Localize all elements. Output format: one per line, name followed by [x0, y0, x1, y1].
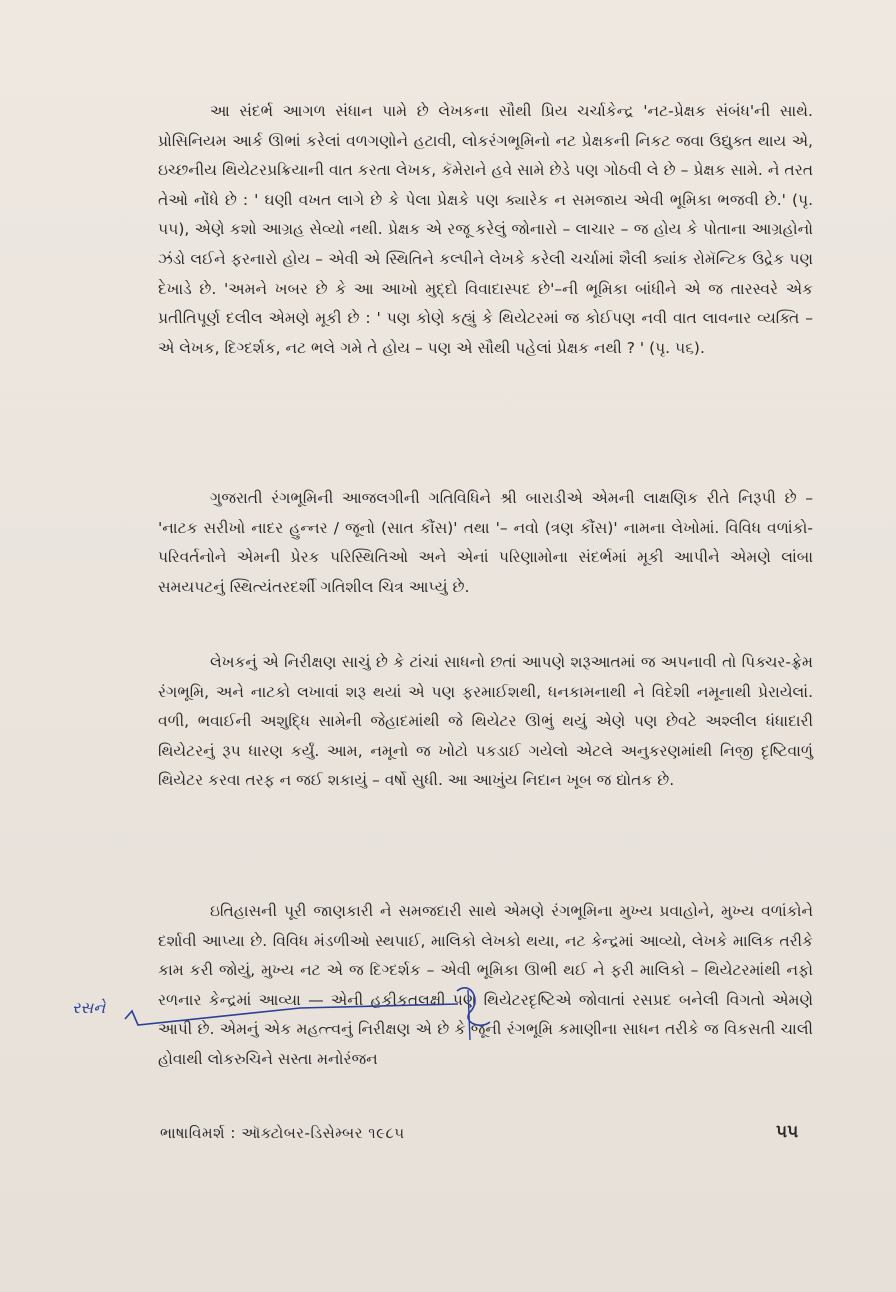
paragraph-2 [158, 484, 813, 602]
paragraph-3 [158, 648, 813, 796]
paragraph-text: લેખકનું એ નિરીક્ષણ સાચું છે કે ટાંચાં સાધનો છતાં આપણે શરૂઆતમાં જ અપનાવી તો પિક્ચર-ફ્રેમ રંગભૂમિ, અને નાટકો લખાવાં શરૂ થયાં એ પણ ફરમાઈશથી, ધનકામનાથી ને વિદેશી નમૂનાથી પ્રેરાયેલાં. વળી, ભવાઈની અશુદ્ધિ સામેની જેહાદમાંથી જે થિયેટર ઊભું થયું એણે પણ છેવટે અશ્લીલ ધંધાદારી થિયેટરનું રૂપ ધારણ કર્યું. આમ, નમૂનો જ ખોટો પકડાઈ ગયેલો એટલે અનુકરણમાંથી નિજી દૃષ્ટિવાળું થિયેટર કરવા તરફ ન જઈ શકાયું – વર્ષો સુધી. આ આખુંય નિદાન ખૂબ જ દ્યોતક છે. [158, 653, 813, 790]
paragraph-1 [158, 97, 813, 363]
page-number: ૫૫ [776, 1122, 799, 1142]
paragraph-text: આ સંદર્ભ આગળ સંધાન પામે છે લેખકના સૌથી પ્રિય ચર્ચાકેન્દ્ર 'નટ-પ્રેક્ષક સંબંધ'ની સાથે. પ્રોસિનિયમ આર્ક ઊભાં કરેલાં વળગણોને હટાવી, લોકરંગભૂમિનો નટ પ્રેક્ષકની નિકટ જવા ઉદ્યુક્ત થાય એ, ઇચ્છનીય થિયેટરપ્રક્રિયાની વાત કરતા લેખક, કૅમેરાને હવે સામે છેડે પણ ગોઠવી લે છે – પ્રેક્ષક સામે. ને તરત તેઓ નોંધે છે : ' ઘણી વખત લાગે છે કે પેલા પ્રેક્ષકે પણ ક્યારેક ન સમજાય એવી ભૂમિકા ભજવી છે.' (પૃ. ૫૫), એણે કશો આગ્રહ સેવ્યો નથી. પ્રેક્ષક એ રજૂ કરેલું જોનારો – લાચાર – જ હોય કે પોતાના આગ્રહોનો ઝંડો લઈને ફરનારો હોય – એવી એ સ્થિતિને કલ્પીને લેખકે કરેલી ચર્ચામાં શૈલી ક્યાંક રોમૅન્ટિક ઉદ્રેક પણ દેખાડે છે. 'અમને ખબર છે કે આ આખો મુદ્દો વિવાદાસ્પદ છે'–ની ભૂમિકા બાંધીને એ જ તારસ્વરે એક પ્રતીતિપૂર્ણ દલીલ એમણે મૂકી છે : ' પણ કોણે કહ્યું કે થિયેટરમાં જ કોઈપણ નવી વાત લાવનાર વ્યક્તિ – એ લેખક, દિગ્દર્શક, નટ ભલે ગમે તે હોય – પણ એ સૌથી પહેલાં પ્રેક્ષક નથી ? ' (પૃ. ૫૬). [158, 102, 813, 357]
journal-footer: ભાષાવિમર્શ : ઑક્ટોબર-ડિસેમ્બર ૧૯૮૫ [160, 1124, 405, 1142]
paragraph-text: ગુજરાતી રંગભૂમિની આજલગીની ગતિવિધિને શ્રી બારાડીએ એમની લાક્ષણિક રીતે નિરૂપી છે – 'નાટક સરીખો નાદર હુન્નર / જૂનો (સાત કૌંસ)' તથા '– નવો (ત્રણ કૌંસ)' નામના લેખોમાં. વિવિધ વળાંકો-પરિવર્તનોને એમની પ્રેરક પરિસ્થિતિઓ અને એનાં પરિણામોના સંદર્ભમાં મૂકી આપીને એમણે લાંબા સમયપટનું સ્થિત્યંતરદર્શી ગતિશીલ ચિત્ર આપ્યું છે. [158, 489, 813, 596]
paragraph-text: ઇતિહાસની પૂરી જાણકારી ને સમજદારી સાથે એમણે રંગભૂમિના મુખ્ય પ્રવાહોને, મુખ્ય વળાંકોને દર્શાવી આપ્યા છે. વિવિધ મંડળીઓ સ્થપાઈ, માલિકો લેખકો થયા, નટ કેન્દ્રમાં આવ્યો, લેખકે માલિક તરીકે કામ કરી જોયું, મુખ્ય નટ એ જ દિગ્દર્શક – એવી ભૂમિકા ઊભી થઈ ને ફરી માલિકો – થિયેટરમાંથી નફો રળનાર કેન્દ્રમાં આવ્યા — એની હકીકતલક્ષી પણ થિયેટરદૃષ્ટિએ જોવાતાં રસપ્રદ બનેલી વિગતો એમણે આપી છે. એમનું એક મહત્ત્વનું નિરીક્ષણ એ છે કે જૂની રંગભૂમિ કમાણીના સાધન તરીકે જ વિકસતી ચાલી હોવાથી લોકરુચિને સસ્તા મનોરંજન [158, 902, 813, 1068]
paragraph-4 [158, 897, 813, 1075]
handwritten-margin-note: રસને [72, 998, 106, 1017]
